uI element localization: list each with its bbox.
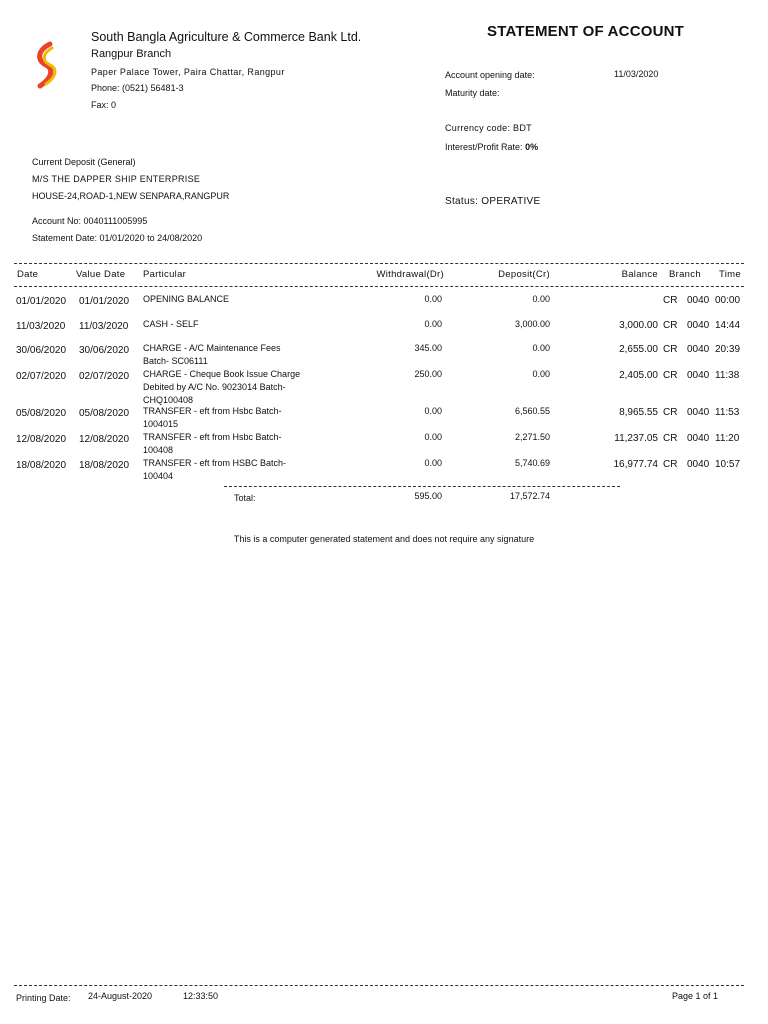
bank-phone: Phone: (0521) 56481-3: [91, 83, 184, 93]
row-balance: 16,977.74: [613, 459, 658, 470]
row-particular-line: Debited by A/C No. 9023014 Batch-: [143, 382, 286, 392]
row-date: 02/07/2020: [16, 371, 67, 382]
row-deposit: 5,740.69: [514, 458, 550, 468]
row-branch: 0040: [687, 344, 710, 355]
row-drcr: CR: [663, 295, 678, 306]
row-time: 11:38: [715, 370, 740, 381]
account-number: Account No: 0040111005995: [32, 216, 148, 226]
row-deposit: 0.00: [532, 294, 550, 304]
row-drcr: CR: [663, 459, 678, 470]
computer-generated-note: This is a computer generated statement and does not require any signature: [233, 534, 535, 544]
row-particular-line: CASH - SELF: [143, 319, 199, 329]
row-time: 10:57: [715, 459, 741, 470]
total-rule: [224, 486, 620, 487]
sbac-logo-icon: [28, 40, 64, 92]
row-particular-line: 1004015: [143, 419, 179, 429]
row-value-date: 30/06/2020: [79, 345, 130, 356]
opening-date: 11/03/2020: [614, 69, 659, 79]
row-date: 30/06/2020: [16, 345, 67, 356]
maturity-date-label: Maturity date:: [445, 88, 500, 98]
row-value-date: 12/08/2020: [79, 434, 130, 445]
total-withdrawal: 595.00: [414, 491, 442, 501]
col-date: Date: [17, 269, 39, 280]
row-drcr: CR: [663, 407, 678, 418]
statement-date: Statement Date: 01/01/2020 to 24/08/2020: [32, 233, 203, 243]
col-particular: Particular: [143, 269, 187, 280]
row-value-date: 18/08/2020: [79, 460, 130, 471]
total-label: Total:: [234, 493, 256, 503]
row-particular-line: Batch- SC06111: [143, 356, 208, 366]
row-branch: 0040: [687, 370, 710, 381]
row-balance: 2,405.00: [619, 370, 658, 381]
row-deposit: 6,560.55: [514, 406, 550, 416]
opening-date-label: Account opening date:: [445, 70, 535, 80]
row-branch: 0040: [687, 459, 710, 470]
row-particular-line: TRANSFER - eft from HSBC Batch-: [143, 458, 287, 468]
row-branch: 0040: [687, 295, 710, 306]
row-value-date: 01/01/2020: [79, 296, 130, 307]
interest-rate-value: 0%: [525, 142, 539, 152]
row-particular-line: OPENING BALANCE: [143, 294, 230, 304]
bank-name: South Bangla Agriculture & Commerce Bank Ltd.: [91, 30, 362, 44]
total-deposit: 17,572.74: [509, 491, 550, 501]
row-value-date: 11/03/2020: [79, 321, 129, 332]
row-particular-line: CHQ100408: [143, 395, 194, 405]
row-balance: 8,965.55: [619, 407, 658, 418]
table-top-rule: [14, 263, 744, 264]
row-withdrawal: 0.00: [424, 406, 442, 416]
currency-code: Currency code: BDT: [445, 123, 532, 133]
row-withdrawal: 0.00: [424, 458, 442, 468]
account-type: Current Deposit (General): [32, 157, 136, 167]
row-particular-line: 100408: [143, 445, 174, 455]
page-number: Page 1 of 1: [672, 991, 719, 1001]
row-date: 05/08/2020: [16, 408, 67, 419]
row-withdrawal: 250.00: [414, 369, 442, 379]
row-withdrawal: 0.00: [424, 432, 442, 442]
branch-name: Rangpur Branch: [91, 48, 172, 60]
row-particular-line: CHARGE - A/C Maintenance Fees: [143, 343, 281, 353]
row-time: 11:20: [715, 433, 740, 444]
bank-address: Paper Palace Tower, Paira Chattar, Rangpur: [91, 67, 285, 77]
interest-rate-label: Interest/Profit Rate:: [445, 142, 523, 152]
col-value-date: Value Date: [76, 269, 126, 280]
customer-name: M/S THE DAPPER SHIP ENTERPRISE: [32, 174, 201, 184]
row-particular-line: CHARGE - Cheque Book Issue Charge: [143, 369, 301, 379]
row-particular-line: TRANSFER - eft from Hsbc Batch-: [143, 406, 282, 416]
bank-fax: Fax: 0: [91, 100, 117, 110]
col-branch: Branch: [669, 269, 701, 280]
row-drcr: CR: [663, 344, 678, 355]
row-deposit: 0.00: [532, 369, 550, 379]
row-branch: 0040: [687, 407, 710, 418]
col-time: Time: [719, 269, 741, 280]
col-deposit: Deposit(Cr): [498, 269, 550, 280]
row-time: 20:39: [715, 344, 741, 355]
row-deposit: 2,271.50: [514, 432, 550, 442]
row-drcr: CR: [663, 370, 678, 381]
row-date: 01/01/2020: [16, 296, 67, 307]
row-balance: 3,000.00: [619, 320, 658, 331]
row-balance: 11,237.05: [614, 433, 658, 444]
row-date: 11/03/2020: [16, 321, 66, 332]
row-time: 11:53: [715, 407, 740, 418]
printing-date-label: Printing Date:: [16, 993, 71, 1003]
row-date: 12/08/2020: [16, 434, 67, 445]
row-withdrawal: 345.00: [414, 343, 442, 353]
col-balance: Balance: [621, 269, 658, 280]
row-withdrawal: 0.00: [424, 319, 442, 329]
row-time: 00:00: [715, 295, 741, 306]
row-time: 14:44: [715, 320, 741, 331]
page-title: STATEMENT OF ACCOUNT: [487, 23, 685, 40]
footer-rule: [14, 985, 744, 986]
row-branch: 0040: [687, 433, 710, 444]
row-date: 18/08/2020: [16, 460, 67, 471]
account-status: Status: OPERATIVE: [445, 196, 541, 207]
row-branch: 0040: [687, 320, 710, 331]
interest-rate: [445, 142, 538, 152]
customer-address: HOUSE-24,ROAD-1,NEW SENPARA,RANGPUR: [32, 191, 230, 201]
row-value-date: 02/07/2020: [79, 371, 130, 382]
printing-time: 12:33:50: [183, 991, 219, 1001]
row-particular-line: 100404: [143, 471, 174, 481]
row-deposit: 3,000.00: [514, 319, 550, 329]
row-withdrawal: 0.00: [424, 294, 442, 304]
printing-date: 24-August-2020: [88, 991, 153, 1001]
row-drcr: CR: [663, 320, 678, 331]
bank-logo: [28, 40, 64, 92]
row-value-date: 05/08/2020: [79, 408, 130, 419]
col-withdrawal: Withdrawal(Dr): [376, 269, 444, 280]
row-drcr: CR: [663, 433, 678, 444]
table-header-rule: [14, 286, 744, 287]
row-particular-line: TRANSFER - eft from Hsbc Batch-: [143, 432, 282, 442]
row-balance: 2,655.00: [619, 344, 658, 355]
row-deposit: 0.00: [532, 343, 550, 353]
